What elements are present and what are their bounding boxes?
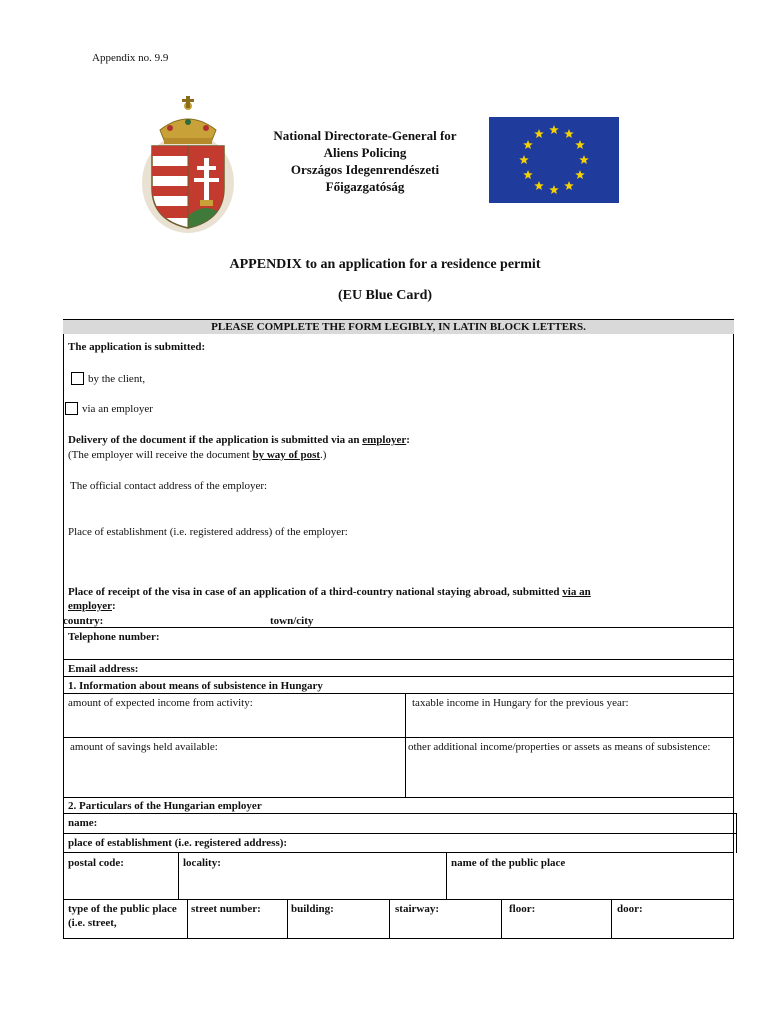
application-form	[63, 319, 734, 939]
agency-line: Országos Idegenrendészeti	[290, 162, 440, 177]
locality-label: locality:	[183, 857, 221, 869]
other-income-label: other additional income/properties or assets as means of subsistence:	[408, 741, 711, 753]
delivery-label: Delivery of the document if the application is submitted via an employer:	[68, 434, 410, 446]
public-place-name-label: name of the public place	[451, 857, 566, 869]
by-client-checkbox[interactable]	[71, 372, 84, 385]
form-instruction-banner: PLEASE COMPLETE THE FORM LEGIBLY, IN LATIN BLOCK LETTERS.	[63, 320, 734, 334]
appendix-number: Appendix no. 9.9	[92, 52, 169, 64]
public-place-type-label: type of the public place (i.e. street,	[68, 903, 177, 929]
section2-title: 2. Particulars of the Hungarian employer	[68, 800, 262, 812]
via-employer-label: via an employer	[82, 403, 153, 415]
document-subtitle: (EU Blue Card)	[337, 288, 433, 303]
stairway-label: stairway:	[395, 903, 439, 915]
street-number-label: street number:	[191, 903, 261, 915]
door-label: door:	[617, 903, 643, 915]
employer-establishment-label: place of establishment (i.e. registered address):	[68, 837, 288, 849]
submitted-label: The application is submitted:	[68, 341, 206, 353]
visa-place-label-cont: employer:	[68, 600, 116, 612]
taxable-income-label: taxable income in Hungary for the previous year:	[412, 697, 629, 709]
postal-code-label: postal code:	[68, 857, 124, 869]
document-title: APPENDIX to an application for a residence permit	[229, 257, 541, 272]
contact-address-label: The official contact address of the employer:	[70, 480, 268, 492]
town-label: town/city	[270, 615, 314, 627]
hungarian-coat-of-arms-icon	[140, 88, 236, 234]
telephone-label: Telephone number:	[68, 631, 160, 643]
delivery-note: (The employer will receive the document by way of post.)	[68, 449, 327, 461]
savings-label: amount of savings held available:	[70, 741, 218, 753]
building-label: building:	[291, 903, 334, 915]
expected-income-label: amount of expected income from activity:	[68, 697, 253, 709]
country-label: country:	[63, 615, 104, 627]
agency-line: Aliens Policing	[323, 145, 407, 160]
section1-title: 1. Information about means of subsistence in Hungary	[68, 680, 323, 692]
agency-name	[240, 127, 490, 195]
agency-line: Főigazgatóság	[325, 179, 405, 194]
by-client-label: by the client,	[88, 373, 146, 385]
employer-name-label: name:	[68, 817, 98, 829]
via-employer-checkbox[interactable]	[65, 402, 78, 415]
floor-label: floor:	[509, 903, 536, 915]
email-label: Email address:	[68, 663, 139, 675]
agency-line: National Directorate-General for	[273, 128, 457, 143]
visa-place-label: Place of receipt of the visa in case of an application of a third-country national staying abroad, submitted via an	[68, 586, 591, 598]
establishment-label: Place of establishment (i.e. registered address) of the employer:	[68, 526, 348, 538]
eu-flag-icon	[489, 117, 619, 203]
